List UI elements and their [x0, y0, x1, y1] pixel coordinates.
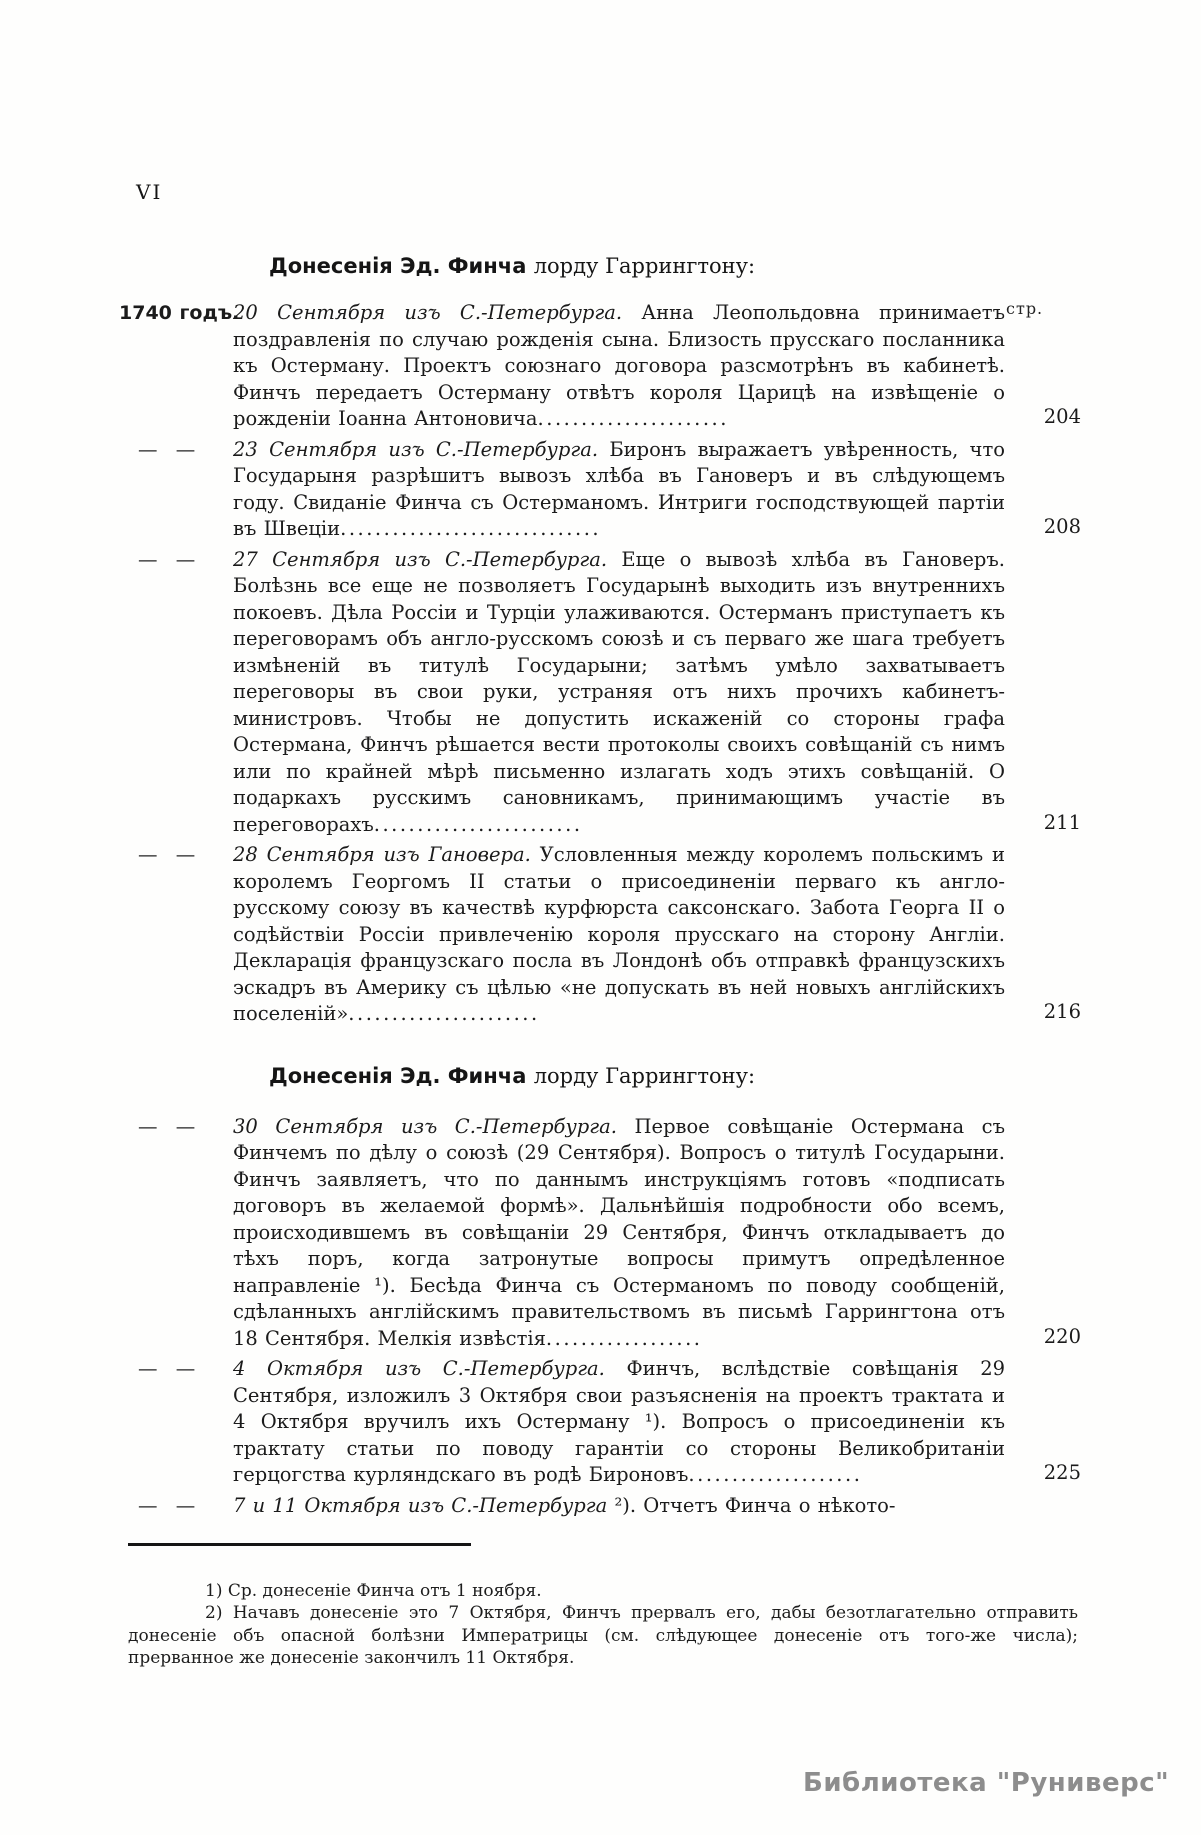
- entry-marker: — —: [138, 1114, 196, 1138]
- section-heading-rest: лорду Гаррингтону:: [533, 254, 756, 278]
- entry-text: Анна Леопольдовна принимаетъ поздравленія по случаю рожденія сына. Близость прусскаго посланника къ Остерману. Проектъ союзнаго договора разсмотрѣнъ въ кабинетѣ. Финчъ передаетъ Остерману отвѣтъ короля Царицѣ на извѣщеніе о рожденіи Іоанна Антоновича: [233, 301, 1006, 430]
- toc-entry: [138, 547, 1081, 839]
- page-column-header: стр.: [1006, 299, 1044, 318]
- entry-date: 23 Сентября изъ С.-Петербурга.: [233, 437, 599, 461]
- dot-leader: ........................: [373, 812, 583, 836]
- section-heading: [269, 254, 1005, 278]
- toc-entry: [138, 842, 1081, 1028]
- entry-text: Отчетъ Финча о нѣкото-: [643, 1493, 896, 1517]
- entry-marker: — —: [138, 1493, 196, 1517]
- entry-text: Еще о вывозѣ хлѣба въ Гановеръ. Болѣзнь все еще не позволяетъ Государынѣ выходить изъ внутреннихъ покоевъ. Дѣла Россіи и Турціи улаживаются. Остерманъ приступаетъ къ переговорамъ объ англо-русскомъ союзѣ и съ перваго же шага требуетъ измѣненій въ титулѣ Государыни; затѣмъ умѣло захватываетъ переговоры въ свои руки, устраняя отъ нихъ прочихъ кабинетъ-министровъ. Чтобы не допустить искаженій со стороны графа Остермана, Финчъ рѣшается вести протоколы своихъ совѣщаній съ нимъ или по крайней мѣрѣ письменно излагать ходъ этихъ совѣщаній. О подаркахъ русскимъ сановникамъ, принимающимъ участіе въ переговорахъ: [233, 547, 1005, 836]
- dot-leader: ..................: [545, 1326, 703, 1350]
- footnote-1: 1) Ср. донесеніе Финча отъ 1 ноября.: [205, 1581, 542, 1601]
- entry-marker: 1740 годъ.: [119, 302, 240, 324]
- section-heading: [269, 1064, 1005, 1088]
- library-watermark: Библиотека "Руниверс": [803, 1768, 1170, 1798]
- footnote-2: 2) Начавъ донесеніе это 7 Октября, Финчъ прервалъ его, дабы безотлагательно отправить донесеніе объ опасной болѣзни Императрицы (см. слѣдующее донесеніе отъ того-же числа); прерванное же донесеніе закончилъ 11 Октября.: [128, 1603, 1078, 1669]
- folio-number: VI: [136, 180, 163, 204]
- entry-marker: — —: [138, 1357, 196, 1380]
- toc-entry: [138, 1114, 1081, 1353]
- dot-leader: ..............................: [340, 517, 602, 540]
- entry-page-number: 220: [1043, 1324, 1081, 1348]
- toc-content: [119, 254, 1081, 1523]
- entry-date: 7 и 11 Октября изъ С.-Петербурга: [233, 1493, 608, 1517]
- entry-date: 4 Октября изъ С.-Петербурга.: [233, 1357, 605, 1380]
- entry-marker: — —: [138, 843, 196, 866]
- toc-entry: [138, 437, 1081, 543]
- dot-leader: ......................: [537, 407, 729, 430]
- section-heading-rest: лорду Гаррингтону:: [533, 1063, 756, 1088]
- entry-marker: — —: [138, 437, 196, 461]
- section-heading-bold: Донесенія Эд. Финча: [269, 1063, 527, 1088]
- toc-entry: [138, 1356, 1081, 1489]
- entry-page-number: 208: [1043, 515, 1081, 538]
- entry-footnote-ref: ²).: [614, 1493, 637, 1517]
- entry-text: Биронъ выражаетъ увѣренность, что Государыня разрѣшитъ вывозъ хлѣба въ Гановеръ и въ слѣдующемъ году. Свиданіе Финча съ Остерманомъ. Интриги господствующей партіи въ Швеціи: [233, 437, 1005, 540]
- entry-date: 28 Сентября изъ Гановера.: [233, 843, 531, 866]
- entry-marker: — —: [138, 547, 196, 571]
- entry-page-number: 216: [1043, 1000, 1081, 1023]
- entry-page-number: 204: [1043, 405, 1081, 428]
- entry-page-number: 225: [1043, 1461, 1081, 1484]
- footnote-rule: [128, 1543, 471, 1546]
- entry-text: Первое совѣщаніе Остермана съ Финчемъ по дѣлу о союзѣ (29 Сентября). Вопросъ о титулѣ Государыни. Финчъ заявляетъ, что по даннымъ инструкціямъ готовъ «подписать договоръ въ желаемой формѣ». Дальнѣйшія подробности обо всемъ, происходившемъ въ совѣщаніи 29 Сентября, Финчъ откладываетъ до тѣхъ поръ, когда затронутые вопросы примутъ опредѣленное направленіе ¹). Бесѣда Финча съ Остерманомъ по поводу сообщеній, сдѣланныхъ англійскимъ правительствомъ въ письмѣ Гаррингтона отъ 18 Сентября. Мелкія извѣстія: [233, 1114, 1005, 1350]
- toc-entry: [138, 1493, 1005, 1520]
- entry-page-number: 211: [1043, 810, 1081, 834]
- entry-text: Финчъ, вслѣдствіе совѣщанія 29 Сентября, изложилъ 3 Октября свои разъясненія на проектъ трактата и 4 Октября вручилъ ихъ Остерману ¹). Вопросъ о присоединеніи къ трактату статьи по поводу гарантіи со стороны Великобританіи герцогства курляндскаго въ родѣ Бироновъ: [233, 1357, 1006, 1486]
- entry-date: 20 Сентября изъ С.-Петербурга.: [233, 301, 623, 324]
- entry-date: 27 Сентября изъ С.-Петербурга.: [233, 547, 608, 571]
- dot-leader: ......................: [348, 1002, 540, 1025]
- footnotes: [128, 1580, 1078, 1670]
- entry-text: Условленныя между королемъ польскимъ и королемъ Георгомъ II статьи о присоединеніи перваго къ англо-русскому союзу въ качествѣ курфюрста саксонскаго. Забота Георга II о содѣйствіи Россіи привлеченію короля прусскаго на сторону Англіи. Декларація французскаго посла въ Лондонѣ объ отправкѣ французскихъ эскадръ въ Америку съ цѣлью «не допускать въ ней новыхъ англійскихъ поселеній»: [233, 843, 1005, 1025]
- entry-date: 30 Сентября изъ С.-Петербурга.: [233, 1114, 617, 1138]
- section-heading-bold: Донесенія Эд. Финча: [269, 254, 527, 278]
- dot-leader: ....................: [688, 1463, 863, 1486]
